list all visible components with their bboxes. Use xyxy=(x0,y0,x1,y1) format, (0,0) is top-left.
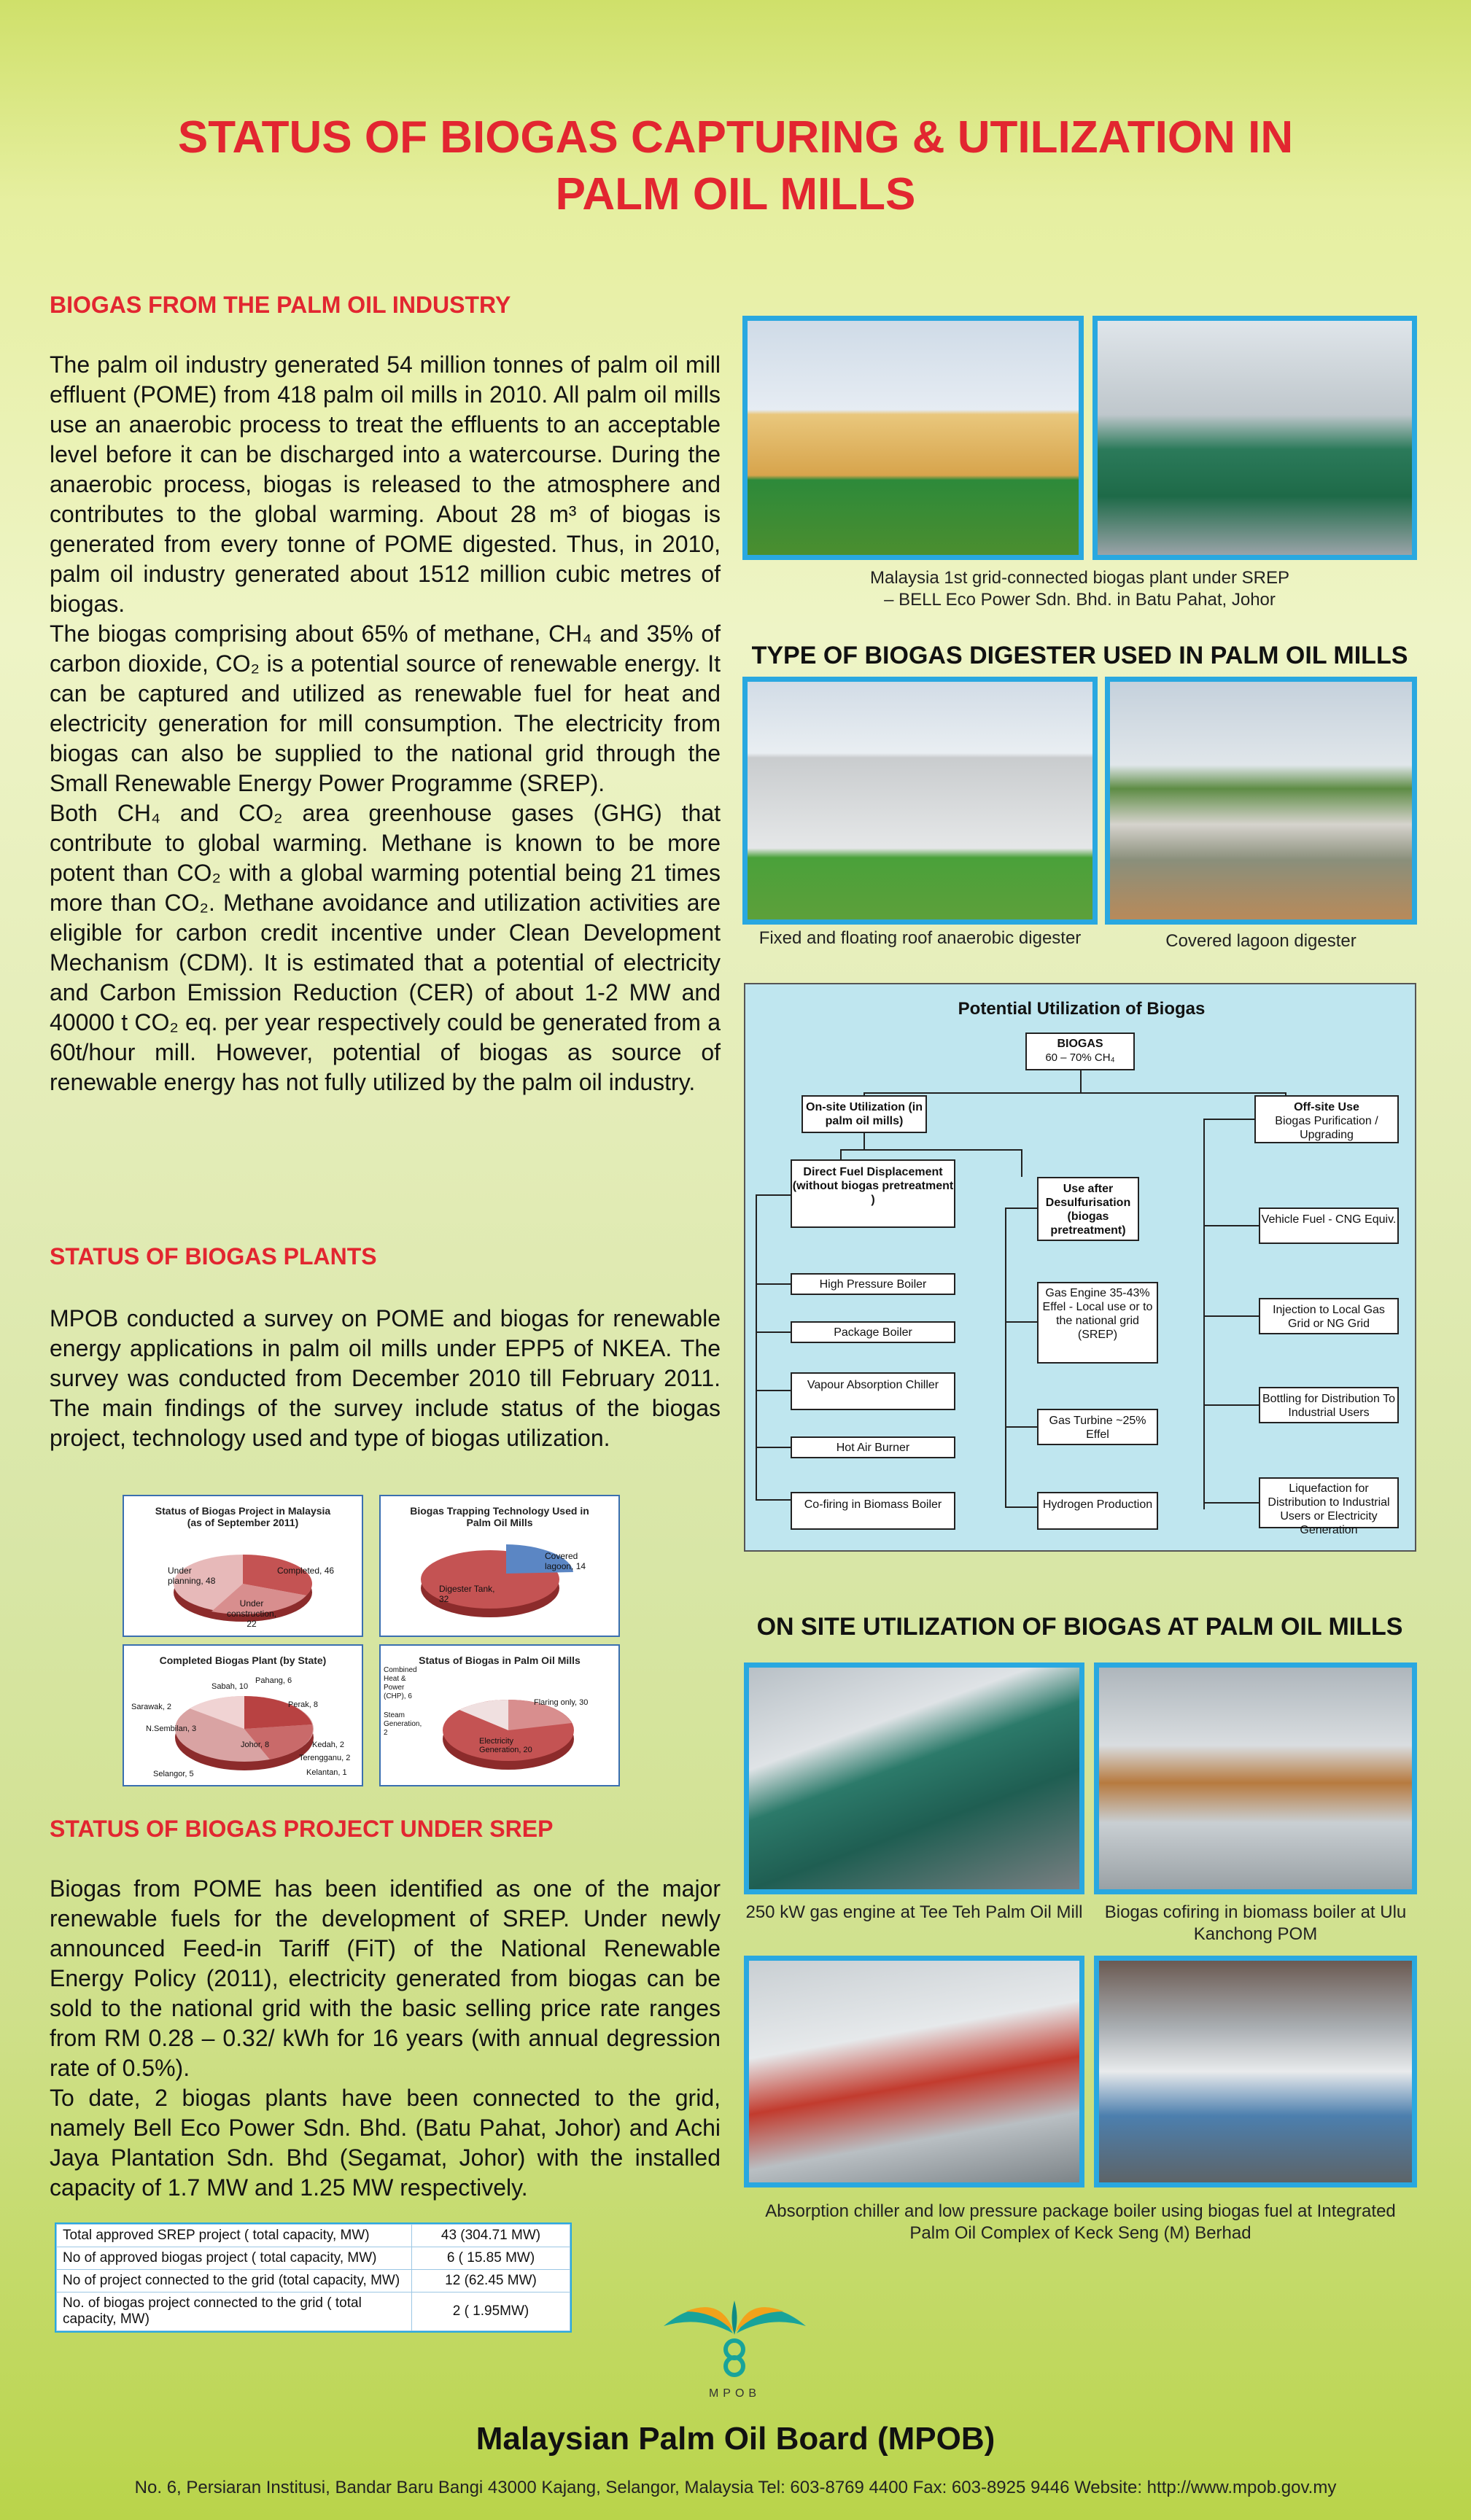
flow-node-hot-air: Hot Air Burner xyxy=(791,1436,955,1458)
heading-onsite-utilization: ON SITE UTILIZATION OF BIOGAS AT PALM OIL MILLS xyxy=(756,1613,1403,1641)
table-cell: No of project connected to the grid (total capacity, MW) xyxy=(57,2270,412,2292)
pie-label: Perak, 8 xyxy=(288,1700,318,1709)
node-sublabel: 60 – 70% CH₄ xyxy=(1045,1051,1115,1064)
section-heading-plants: STATUS OF BIOGAS PLANTS xyxy=(50,1243,377,1269)
paragraph: Biogas from POME has been identified as one of the major renewable fuels for the development of SREP. Under newly announced Feed-in Tariff (FiT) of the National Renewable Energy Policy (2011), electricity generated from biogas can be sold to the national grid with the basic selling price rate ranges from RM 0.28 – 0.32/ kWh for 16 years (with annual degression rate of 0.5%). xyxy=(50,1875,721,2081)
flow-node-onsite: On-site Utilization (in palm oil mills) xyxy=(802,1095,927,1133)
pie-label: Electricity Generation, 20 xyxy=(479,1737,532,1754)
flow-node-liquefaction: Liquefaction for Distribution to Industrial Users or Electricity Generation xyxy=(1259,1477,1399,1528)
organisation-name: Malaysian Palm Oil Board (MPOB) xyxy=(476,2421,995,2457)
flow-node-chiller: Vapour Absorption Chiller xyxy=(791,1372,955,1410)
section-body-srep xyxy=(50,1874,721,2203)
section-body-biogas xyxy=(50,350,721,1097)
photo-biomass-boiler xyxy=(1094,1662,1417,1894)
node-label: BIOGAS xyxy=(1057,1038,1103,1050)
table-cell: 12 (62.45 MW) xyxy=(412,2270,570,2292)
flow-node-hp-boiler: High Pressure Boiler xyxy=(791,1273,955,1295)
photo-covered-lagoon xyxy=(1105,677,1417,925)
minichart-title: Status of Biogas in Palm Oil Mills xyxy=(419,1654,581,1666)
caption-fixed-roof: Fixed and floating roof anaerobic digester xyxy=(758,928,1082,948)
section-heading-srep: STATUS OF BIOGAS PROJECT UNDER SREP xyxy=(50,1816,554,1842)
flow-node-offsite xyxy=(1254,1095,1399,1143)
flow-node-cofiring: Co-firing in Biomass Boiler xyxy=(791,1492,955,1530)
caption-line: Malaysia 1st grid-connected biogas plant under SREP xyxy=(870,568,1289,588)
mpob-logo xyxy=(656,2290,813,2406)
pie-label: Under construction, 22 xyxy=(226,1598,277,1629)
pie-label: Selangor, 5 xyxy=(153,1770,194,1778)
paragraph: To date, 2 biogas plants have been connected to the grid, namely Bell Eco Power Sdn. Bhd. (Batu Pahat, Johor) and Achi Jaya Plantation Sdn. Bhd (Segamat, Johor) with the installed capacity of 1.7 MW and 1.25 MW respectively. xyxy=(50,2085,721,2201)
title-line-2: PALM OIL MILLS xyxy=(555,169,916,219)
photo-bell-plant-tanks xyxy=(742,316,1084,560)
node-sublabel: Biogas Purification / Upgrading xyxy=(1275,1115,1378,1141)
srep-table xyxy=(56,2224,570,2331)
paragraph: MPOB conducted a survey on POME and biogas for renewable energy applications in palm oil mills under EPP5 of NKEA. The survey was conducted from December 2010 till February 2011. The main findings of the survey include status of the biogas project, technology used and type of biogas utilization. xyxy=(50,1305,721,1451)
table-row xyxy=(57,2270,570,2292)
paragraph: The biogas comprising about 65% of methane, CH₄ and 35% of carbon dioxide, CO₂ is a potential source of renewable energy. It can be captured and utilized as renewable fuel for heat and electricity generation for mill consumption. The electricity from biogas can also be supplied to the national grid through the Small Renewable Energy Power Programme (SREP). xyxy=(50,621,721,796)
caption-line: – BELL Eco Power Sdn. Bhd. in Batu Pahat, Johor xyxy=(884,590,1276,610)
caption-gas-engine: 250 kW gas engine at Tee Teh Palm Oil Mill xyxy=(745,1902,1083,1922)
table-cell: Total approved SREP project ( total capacity, MW) xyxy=(57,2225,412,2247)
minichart-title: Biogas Trapping Technology Used in xyxy=(410,1505,589,1517)
table-cell: 2 ( 1.95MW) xyxy=(412,2292,570,2331)
pie-label: N.Sembilan, 3 xyxy=(146,1724,197,1733)
photo-absorption-chiller xyxy=(744,1956,1084,2188)
flow-node-hydrogen: Hydrogen Production xyxy=(1037,1492,1158,1530)
pie-label: Completed, 46 xyxy=(277,1566,335,1576)
organisation-address: No. 6, Persiaran Institusi, Bandar Baru Bangi 43000 Kajang, Selangor, Malaysia Tel: 603-8769 4400 Fax: 603-8925 9446 Website: http://www.mpob.gov.my xyxy=(134,2478,1337,2497)
pie-label: Johor, 8 xyxy=(241,1741,270,1749)
section-heading-biogas: BIOGAS FROM THE PALM OIL INDUSTRY xyxy=(50,292,511,318)
photo-gas-engine xyxy=(744,1662,1084,1894)
flow-node-package-boiler: Package Boiler xyxy=(791,1321,955,1343)
pie-label: Kelantan, 1 xyxy=(306,1768,347,1777)
pie-label: Terengganu, 2 xyxy=(299,1754,351,1762)
paragraph: Both CH₄ and CO₂ area greenhouse gases (GHG) that contribute to global warming. Methane is known to be more potent than CO₂ with a global warming potential being 21 times more than CO₂. Methane avoidance and utilization activities are eligible for carbon credit incentive under Clean Development Mechanism (CDM). It is estimated that a potential of electricity and Carbon Emission Reduction (CER) of about 1-2 MW and 40000 t CO₂ eq. per year respectively could be generated from a 60t/hour mill. However, potential of biogas as source of renewable energy has not fully utilized by the palm oil industry. xyxy=(50,800,721,1095)
minichart-subtitle: Palm Oil Mills xyxy=(466,1517,533,1528)
logo-text: MPOB xyxy=(708,2387,761,2400)
photo-package-boiler xyxy=(1094,1956,1417,2188)
caption-covered-lagoon: Covered lagoon digester xyxy=(1165,931,1356,951)
flow-title: Potential Utilization of Biogas xyxy=(958,999,1206,1019)
pie-label: Pahang, 6 xyxy=(255,1676,292,1685)
flow-node-vehicle-fuel: Vehicle Fuel - CNG Equiv. xyxy=(1259,1208,1399,1244)
table-cell: 6 ( 15.85 MW) xyxy=(412,2247,570,2270)
table-cell: No of approved biogas project ( total capacity, MW) xyxy=(57,2247,412,2270)
pie-label: Steam Generation, 2 xyxy=(384,1711,422,1737)
flow-node-gas-grid: Injection to Local Gas Grid or NG Grid xyxy=(1259,1298,1399,1334)
table-row xyxy=(57,2247,570,2270)
palm-logo-icon xyxy=(656,2290,813,2381)
node-label: Off-site Use xyxy=(1294,1101,1359,1113)
photo-fixed-roof-digester xyxy=(742,677,1098,925)
pie-label: Flaring only, 30 xyxy=(534,1698,589,1707)
flow-node-direct: Direct Fuel Displacement (without biogas pretreatment ) xyxy=(791,1159,955,1228)
section-body-plants xyxy=(50,1304,721,1453)
utilization-flow-diagram xyxy=(744,983,1416,1552)
pie-label: Sabah, 10 xyxy=(211,1682,249,1691)
pie-label: Under planning, 48 xyxy=(168,1566,216,1586)
title-line-1: STATUS OF BIOGAS CAPTURING & UTILIZATION IN xyxy=(177,112,1294,163)
photo-bell-plant-engines xyxy=(1092,316,1417,560)
minichart-title: Status of Biogas Project in Malaysia xyxy=(155,1505,331,1517)
paragraph: The palm oil industry generated 54 million tonnes of palm oil mill effluent (POME) from 418 palm oil mills in 2010. All palm oil mills use an anaerobic process to treat the effluents to an acceptable level before it can be discharged into a watercourse. During the anaerobic process, biogas is released to the atmosphere and contributes to the global warming. About 28 m³ of biogas is generated from every tonne of POME digested. Thus, in 2010, palm oil industry generated about 1512 million cubic metres of biogas. xyxy=(50,351,721,617)
table-cell: No. of biogas project connected to the grid ( total capacity, MW) xyxy=(57,2292,412,2331)
flow-node-desulf: Use after Desulfurisation (biogas pretreatment) xyxy=(1037,1177,1139,1241)
minichart-subtitle: (as of September 2011) xyxy=(187,1517,299,1528)
flow-node-gas-turbine: Gas Turbine ~25% Effel xyxy=(1037,1409,1158,1445)
flow-node-biogas xyxy=(1025,1032,1135,1070)
caption-chiller-boiler: Absorption chiller and low pressure package boiler using biogas fuel at Integrated Palm Oil Complex of Keck Seng (M) Berhad xyxy=(765,2201,1396,2243)
pie-label: Covered lagoon, 14 xyxy=(545,1551,586,1571)
pie-label: Combined Heat & Power (CHP), 6 xyxy=(384,1666,417,1700)
heading-digester-types: TYPE OF BIOGAS DIGESTER USED IN PALM OIL MILLS xyxy=(751,642,1408,669)
pie-chart-graphic xyxy=(381,1528,618,1630)
minichart-trapping-technology xyxy=(379,1495,620,1637)
minichart-project-status xyxy=(123,1495,363,1637)
caption-bell-plant xyxy=(742,567,1417,611)
table-cell: 43 (304.71 MW) xyxy=(412,2225,570,2247)
minichart-title: Completed Biogas Plant (by State) xyxy=(159,1654,327,1666)
table-row xyxy=(57,2225,570,2247)
table-row xyxy=(57,2292,570,2331)
pie-label: Digester Tank, 32 xyxy=(439,1584,495,1604)
flow-node-gas-engine: Gas Engine 35-43% Effel - Local use or to the national grid (SREP) xyxy=(1037,1282,1158,1364)
caption-biomass-boiler: Biogas cofiring in biomass boiler at Ulu Kanchong POM xyxy=(1104,1902,1407,1944)
srep-table-frame xyxy=(55,2222,572,2333)
poster-title xyxy=(0,109,1471,223)
minichart-plants-by-state xyxy=(123,1644,363,1786)
flow-node-bottling: Bottling for Distribution To Industrial Users xyxy=(1259,1387,1399,1423)
pie-label: Sarawak, 2 xyxy=(131,1703,172,1711)
pie-label: Kedah, 2 xyxy=(312,1741,345,1749)
minichart-biogas-status xyxy=(379,1644,620,1786)
